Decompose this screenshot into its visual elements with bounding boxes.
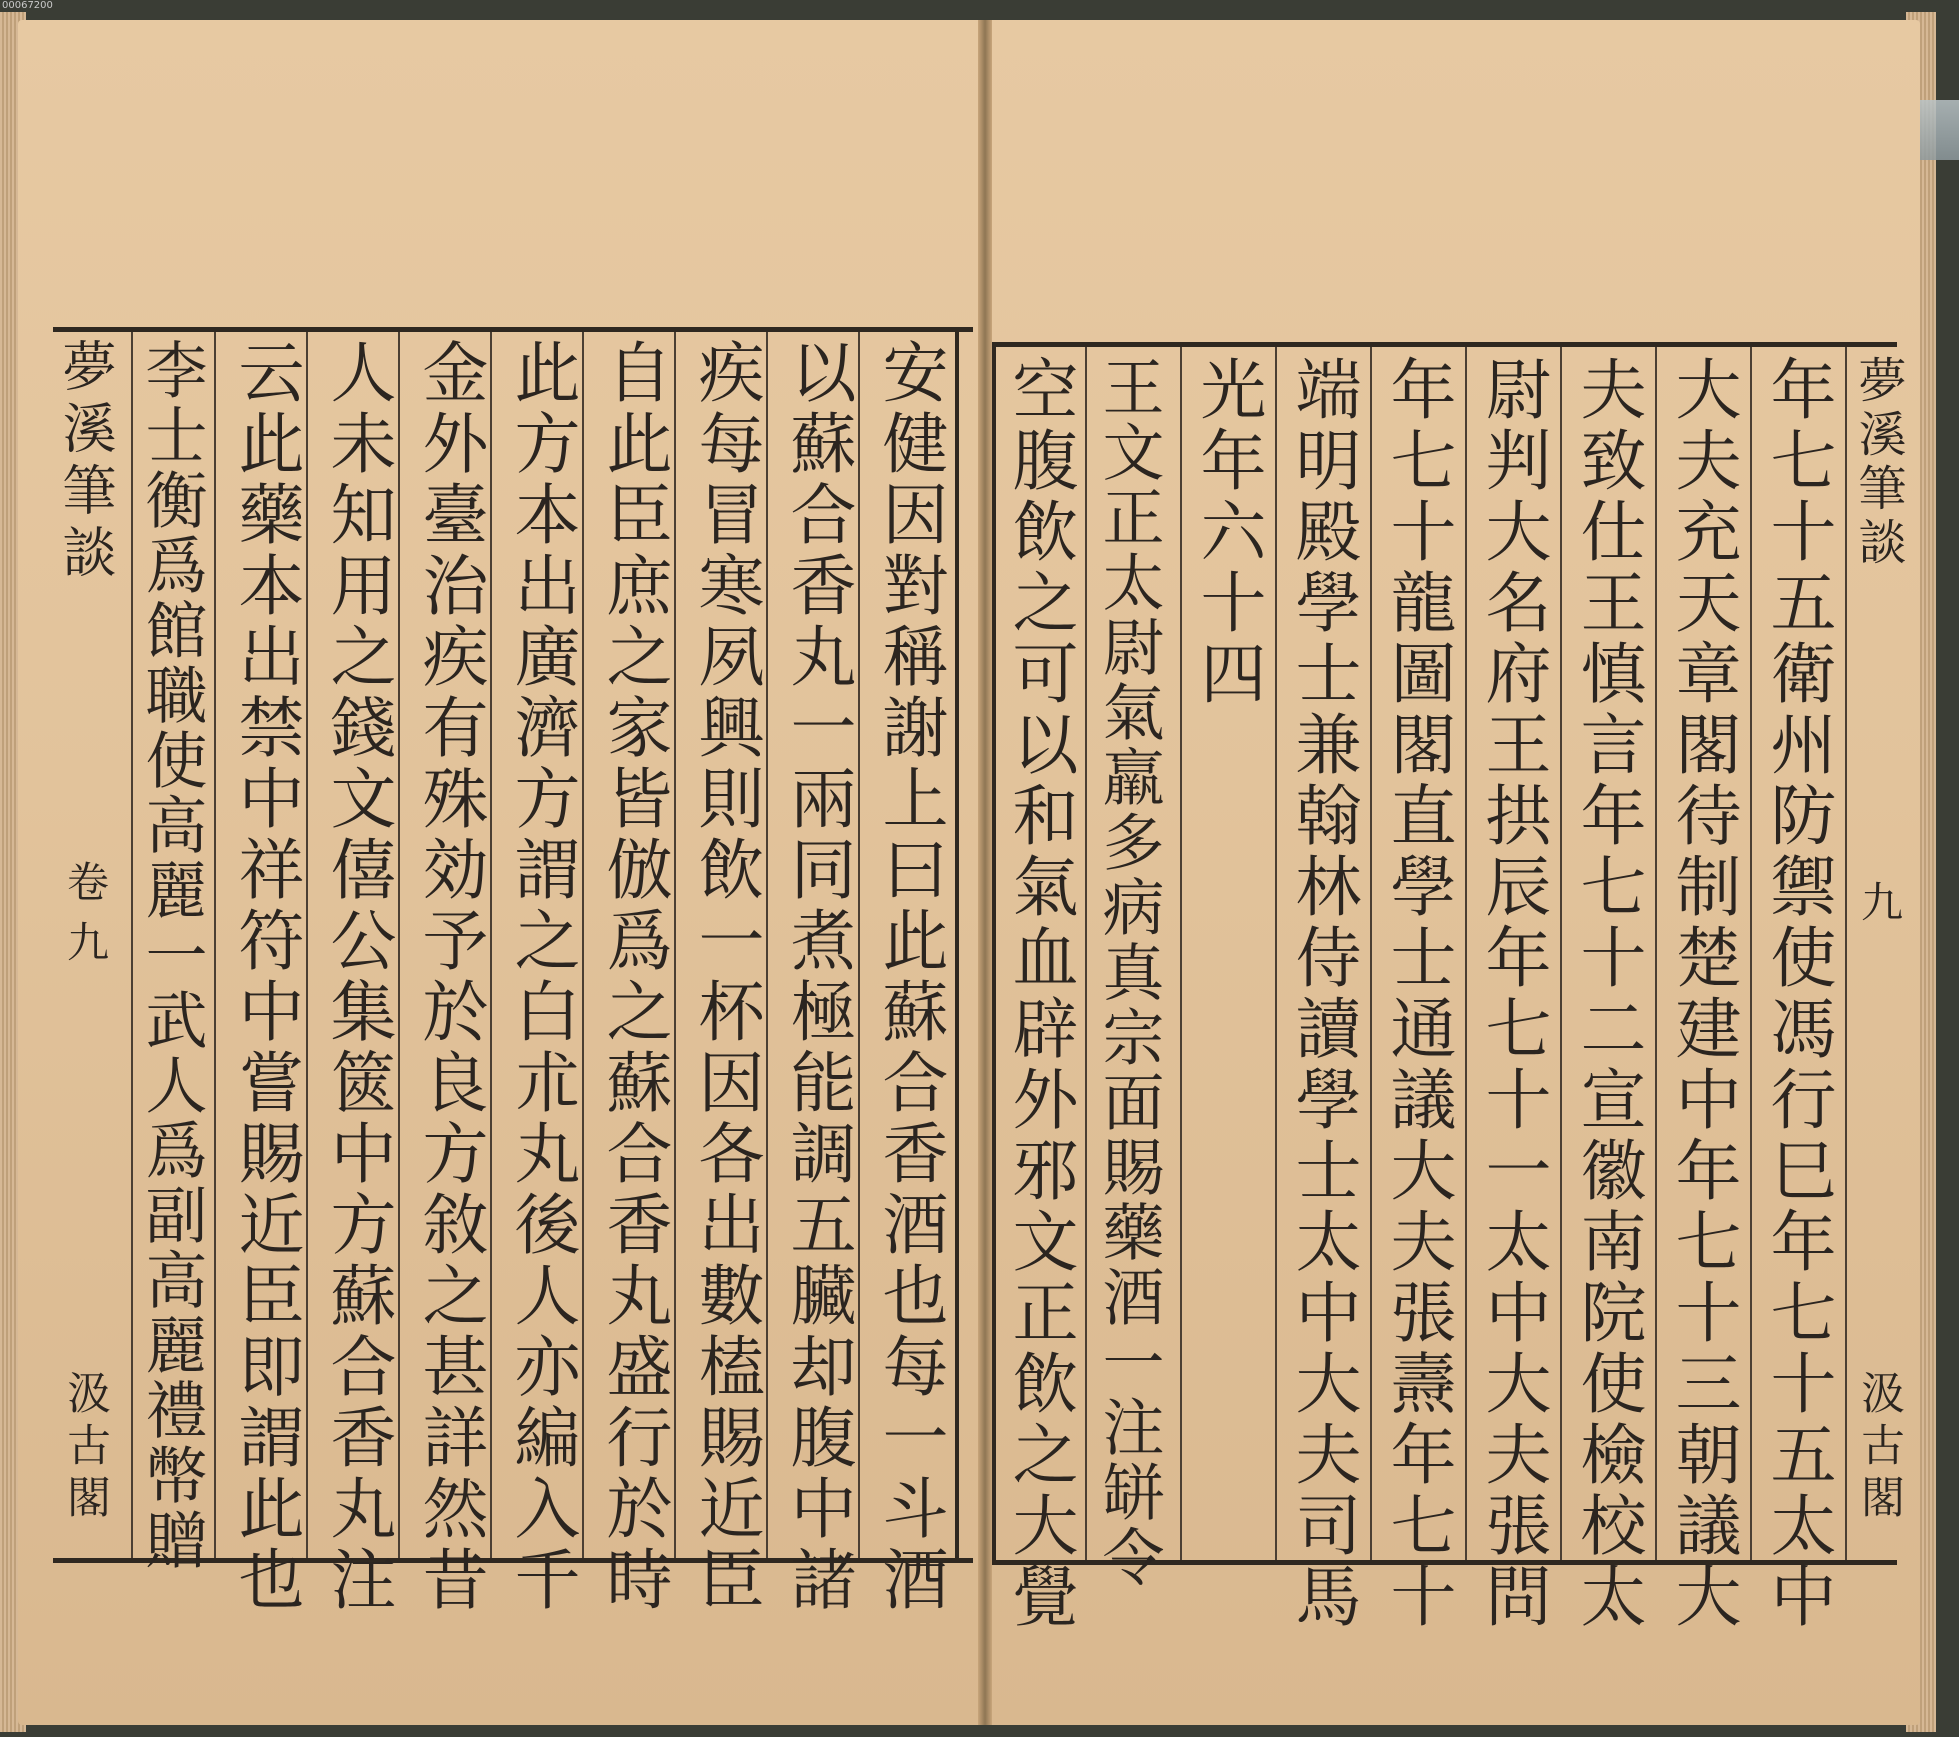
column-rule — [1465, 347, 1467, 1560]
column-rule — [1370, 347, 1372, 1560]
column-rule — [582, 332, 584, 1558]
margin-publisher: 汲古閣 — [1853, 1370, 1904, 1526]
margin-publisher: 汲古閣 — [59, 1370, 110, 1526]
left-frame-border — [992, 342, 996, 1565]
left-page — [18, 20, 986, 1725]
margin-book-title: 夢溪筆談 — [54, 338, 117, 586]
column-rule — [1560, 347, 1562, 1560]
text-column: 疾每冒寒夙興則飲一杯因各出數榼賜近臣 — [687, 338, 764, 1616]
margin-volume: 卷九 — [61, 860, 110, 980]
column-rule — [1275, 347, 1277, 1560]
column-rule — [214, 332, 216, 1558]
text-column: 云此藥本出禁中祥符中嘗賜近臣即謂此也 — [227, 338, 304, 1616]
text-column: 夫致仕王慎言年七十二宣徽南院使檢校太 — [1569, 355, 1646, 1633]
column-rule — [490, 332, 492, 1558]
text-column: 尉判大名府王拱辰年七十一太中大夫張問 — [1474, 355, 1551, 1633]
column-rule — [1750, 347, 1752, 1560]
margin-book-title: 夢溪筆談 — [1850, 355, 1906, 571]
margin-column-rule — [131, 332, 133, 1558]
margin-volume: 九 — [1855, 880, 1904, 940]
top-frame-rule — [992, 342, 1897, 347]
column-rule — [398, 332, 400, 1558]
text-column: 金外臺治疾有殊効予於良方敘之甚詳然昔 — [411, 338, 488, 1616]
text-column: 年七十五衛州防禦使馮行巳年七十五太中 — [1759, 355, 1836, 1633]
book-gutter — [978, 20, 992, 1725]
text-column: 大夫充天章閣待制楚建中年七十三朝議大 — [1664, 355, 1741, 1633]
text-column: 此方本出廣濟方謂之白朮丸後人亦編入千 — [503, 338, 580, 1616]
catalog-id: 00067200 — [2, 0, 53, 11]
column-rule — [1655, 347, 1657, 1560]
right-frame-border — [955, 327, 959, 1563]
text-column: 以蘇合香丸一兩同煮極能調五臟却腹中諸 — [779, 338, 856, 1616]
right-page — [992, 20, 1920, 1725]
margin-column-rule — [1845, 347, 1847, 1560]
text-column: 李士衡爲館職使高麗一武人爲副高麗禮幣贈 — [135, 338, 208, 1573]
text-column: 自此臣庶之家皆倣爲之蘇合香丸盛行於時 — [595, 338, 672, 1616]
text-column: 光年六十四 — [1189, 355, 1266, 710]
text-column: 空腹飲之可以和氣血辟外邪文正飲之大覺 — [1001, 355, 1078, 1633]
column-rule — [306, 332, 308, 1558]
column-rule — [766, 332, 768, 1558]
column-rule — [1085, 347, 1087, 1560]
column-rule — [674, 332, 676, 1558]
column-rule — [858, 332, 860, 1558]
text-column: 人未知用之錢文僖公集篋中方蘇合香丸注 — [319, 338, 396, 1616]
text-column: 端明殿學士兼翰林侍讀學士太中大夫司馬 — [1284, 355, 1361, 1633]
text-column: 年七十龍圖閣直學士通議大夫張燾年七十 — [1379, 355, 1456, 1633]
column-rule — [1180, 347, 1182, 1560]
text-column: 王文正太尉氣羸多病真宗面賜藥酒一注缾令 — [1092, 355, 1165, 1590]
top-frame-rule — [53, 327, 973, 332]
text-column: 安健因對稱謝上曰此蘇合香酒也每一斗酒 — [871, 338, 948, 1616]
